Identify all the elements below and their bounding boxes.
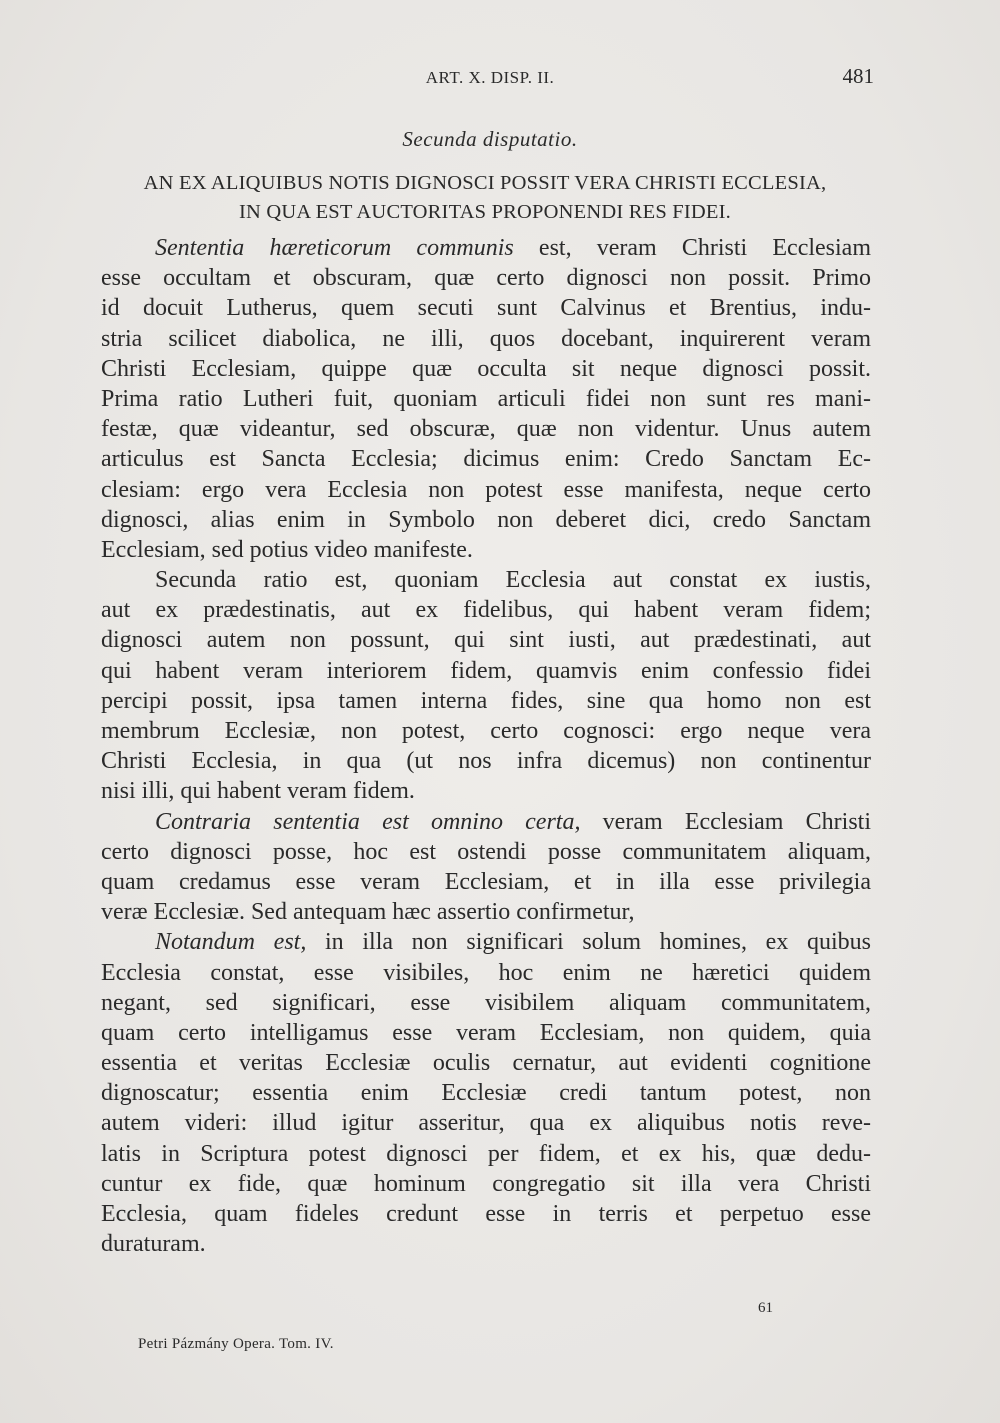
disputation-subtitle: Secunda disputatio. bbox=[402, 127, 578, 151]
text-line: Ecclesia constat, esse visibiles, hoc enim ne hæretici quidem bbox=[101, 959, 871, 986]
text-line: clesiam: ergo vera Ecclesia non potest esse manifesta, neque certo bbox=[101, 476, 871, 503]
text-line: dignoscatur; essentia enim Ecclesiæ credi tantum potest, non bbox=[101, 1080, 871, 1107]
text-line: aut ex prædestinatis, aut ex fidelibus, qui habent veram fidem; bbox=[101, 597, 871, 624]
heading-line-2: IN QUA EST AUCTORITAS PROPONENDI RES FIDEI. bbox=[239, 201, 731, 223]
text-line: quam certo intelligamus esse veram Ecclesiam, non quidem, quia bbox=[101, 1019, 871, 1046]
text-line: nisi illi, qui habent veram fidem. bbox=[101, 778, 415, 805]
text-line: Ecclesiam, sed potius video manifeste. bbox=[101, 536, 473, 563]
text-line: quam credamus esse veram Ecclesiam, et in illa esse privilegia bbox=[101, 868, 871, 895]
text-line: Ecclesia, quam fideles credunt esse in terris et perpetuo esse bbox=[101, 1201, 871, 1227]
text-line bbox=[101, 927, 871, 957]
text-line: festæ, quæ videantur, sed obscuræ, quæ non videntur. Unus autem bbox=[101, 416, 871, 443]
text-line: certo dignosci posse, hoc est ostendi posse communitatem aliquam, bbox=[101, 838, 871, 865]
text-line: duraturam. bbox=[101, 1231, 206, 1258]
text-line: essentia et veritas Ecclesiæ oculis cernatur, aut evidenti cognitione bbox=[101, 1050, 871, 1077]
text-span: est, veram Christi Ecclesiam bbox=[513, 235, 871, 261]
italic-phrase: Sententia hæreticorum communis bbox=[155, 235, 514, 261]
text-line: membrum Ecclesiæ, non potest, certo cognosci: ergo neque vera bbox=[101, 718, 871, 744]
heading-line-1: AN EX ALIQUIBUS NOTIS DIGNOSCI POSSIT VERA CHRISTI ECCLESIA, bbox=[143, 172, 827, 194]
text-line: autem videri: illud igitur asseritur, qua ex aliquibus notis reve- bbox=[101, 1110, 871, 1137]
text-line: percipi possit, ipsa tamen interna fides, sine qua homo non est bbox=[101, 687, 871, 714]
text-line: cuntur ex fide, quæ hominum congregatio sit illa vera Christi bbox=[101, 1170, 871, 1197]
text-line: articulus est Sancta Ecclesia; dicimus enim: Credo Sanctam Ec- bbox=[101, 446, 871, 473]
text-line bbox=[101, 233, 871, 263]
text-line: Christi Ecclesia, in qua (ut nos infra dicemus) non continentur bbox=[101, 748, 871, 775]
italic-phrase: Contraria sententia est omnino certa, bbox=[155, 808, 581, 835]
text-line: veræ Ecclesiæ. Sed antequam hæc assertio confirmetur, bbox=[101, 899, 635, 926]
text-line: dignosci autem non possunt, qui sint iusti, aut prædestinati, aut bbox=[101, 627, 871, 654]
text-line: Prima ratio Lutheri fuit, quoniam articuli fidei non sunt res mani- bbox=[101, 385, 871, 412]
text-line: negant, sed significari, esse visibilem aliquam communitatem, bbox=[101, 989, 871, 1016]
text-line bbox=[101, 807, 871, 837]
printer-signature: 61 bbox=[758, 1300, 773, 1316]
text-line: latis in Scriptura potest dignosci per fidem, et ex his, quæ dedu- bbox=[101, 1140, 871, 1167]
running-head-title: ART. X. DISP. II. bbox=[425, 68, 555, 87]
text-line: esse occultam et obscuram, quæ certo dignosci non possit. Primo bbox=[101, 265, 871, 292]
text-line: Christi Ecclesiam, quippe quæ occulta sit neque dignosci possit. bbox=[101, 355, 871, 382]
text-line: id docuit Lutherus, quem secuti sunt Calvinus et Brentius, indu- bbox=[101, 295, 871, 322]
text-span: veram Ecclesiam Christi bbox=[580, 808, 871, 835]
body-text bbox=[101, 233, 871, 1259]
disputation-heading bbox=[100, 169, 870, 227]
page-number: 481 bbox=[842, 64, 874, 88]
text-line: Secunda ratio est, quoniam Ecclesia aut constat ex iustis, bbox=[155, 567, 871, 594]
italic-phrase: Notandum est, bbox=[155, 929, 307, 956]
running-head bbox=[0, 64, 1000, 90]
text-line: dignosci, alias enim in Symbolo non deberet dici, credo Sanctam bbox=[101, 506, 871, 533]
text-line: stria scilicet diabolica, ne illi, quos docebant, inquirerent veram bbox=[101, 325, 871, 352]
text-span: in illa non significari solum homines, ex quibus bbox=[306, 929, 871, 956]
text-line: qui habent veram interiorem fidem, quamvis enim confessio fidei bbox=[101, 657, 871, 684]
footer-series-title: Petri Pázmány Opera. Tom. IV. bbox=[138, 1336, 334, 1352]
